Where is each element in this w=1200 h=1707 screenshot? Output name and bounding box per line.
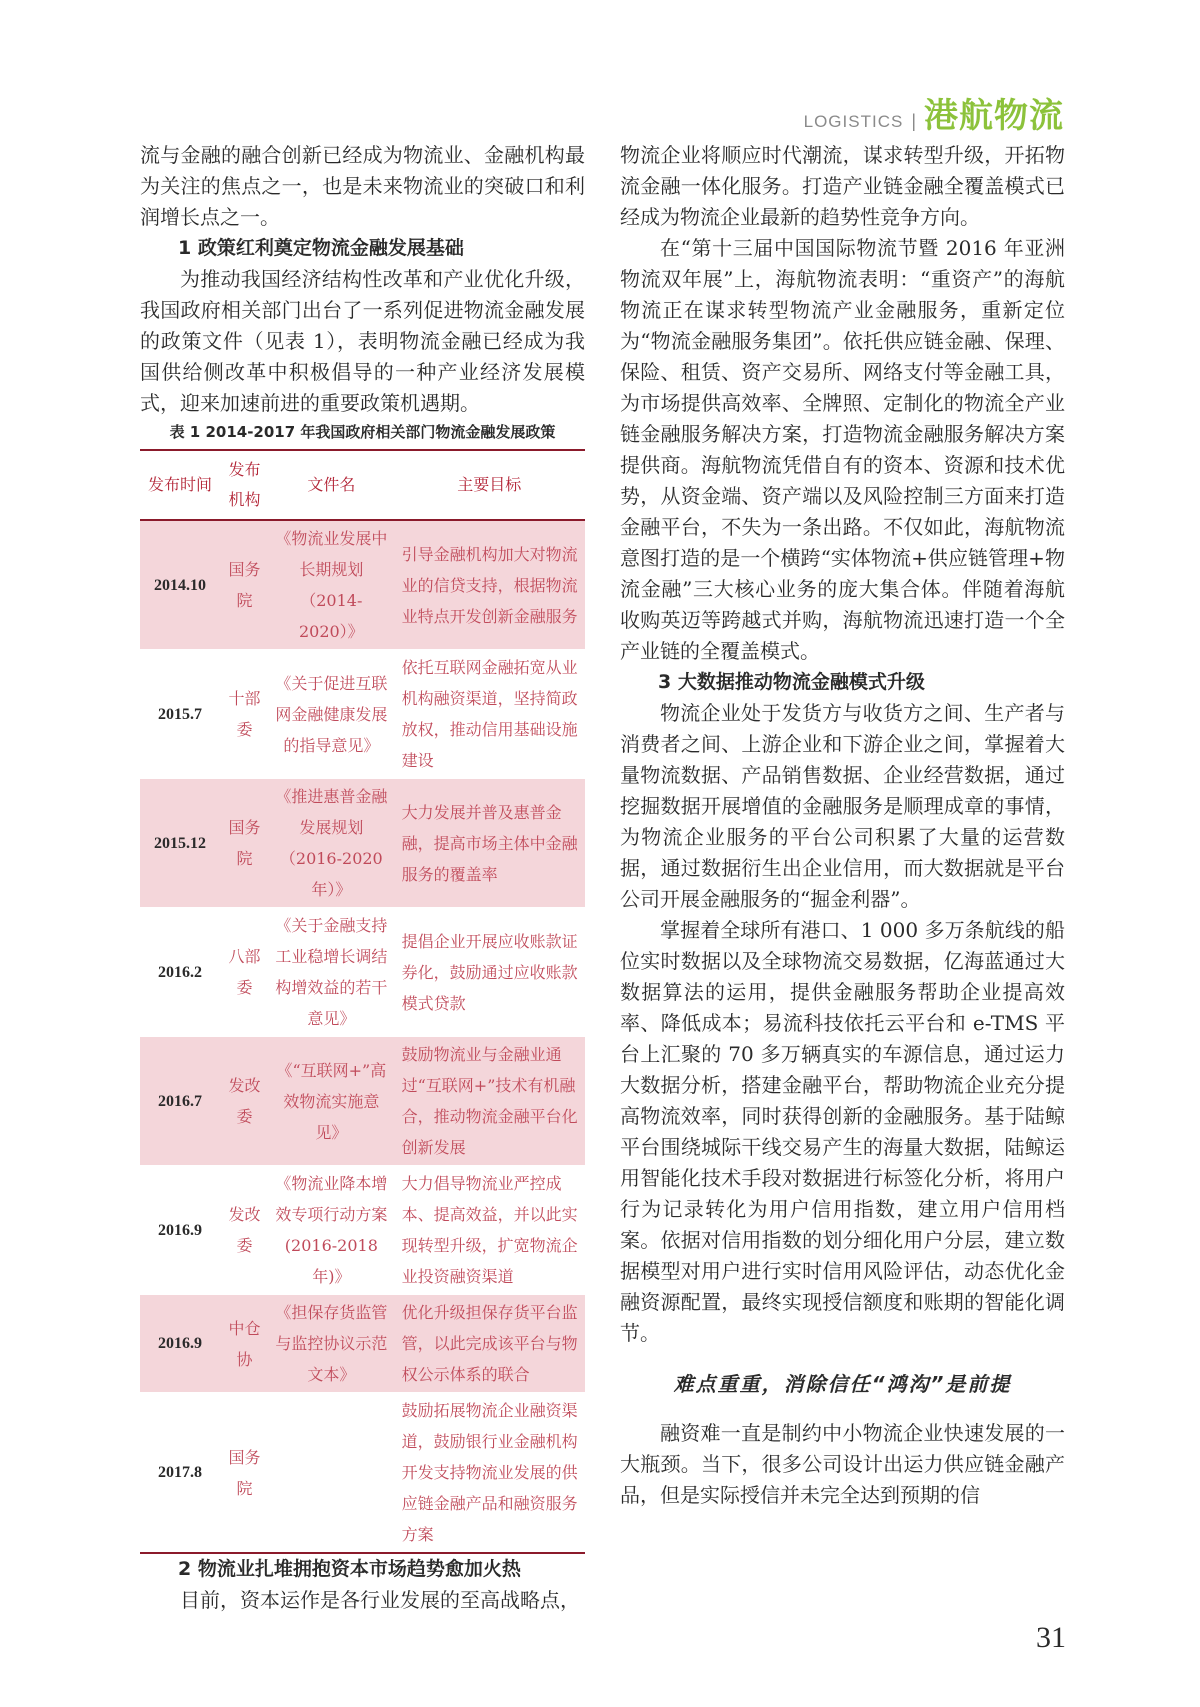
cell-doc: 《关于促进互联网金融健康发展的指导意见》 xyxy=(269,650,394,779)
cell-doc: 《推进惠普金融发展规划（2016-2020年）》 xyxy=(269,779,394,908)
cell-doc: 《物流业发展中长期规划（2014-2020）》 xyxy=(269,520,394,650)
cell-date: 2015.7 xyxy=(140,650,220,779)
subheading-bigdata: 3 大数据推动物流金融模式升级 xyxy=(658,671,925,693)
cell-goal: 大力倡导物流业严控成本、提高效益，并以此实现转型升级，扩宽物流企业投资融资渠道 xyxy=(394,1166,585,1295)
paragraph: 在“第十三届中国国际物流节暨 2016 年亚洲物流双年展”上，海航物流表明：“重资产”的海航物流正在谋求转型物流产业金融服务，重新定位为“物流金融服务集团”。依托供应链金融、保理、保险、租赁、资产交易所、网络支付等金融工具，为市场提供高效率、全牌照、定制化的物流全产业链金融服务解决方案，打造物流金融服务解决方案提供商。海航物流凭借自有的资本、资源和技术优势，从资金端、资产端以及风险控制三方面来打造金融平台，不失为一条出路。不仅如此，海航物流意图打造的是一个横跨“实体物流+供应链管理+物流金融”三大核心业务的庞大集合体。伴随着海航收购英迈等跨越式并购，海航物流迅速打造一个全产业链的全覆盖模式。 xyxy=(620,236,1065,663)
page-number: 31 xyxy=(1036,1621,1066,1654)
table-row xyxy=(140,1393,585,1554)
cell-date: 2016.9 xyxy=(140,1295,220,1393)
cell-org: 八部委 xyxy=(220,908,269,1037)
subheading-capital: 2 物流业扎堆拥抱资本市场趋势愈加火热 xyxy=(178,1558,521,1580)
cell-org: 十部委 xyxy=(220,650,269,779)
cell-org: 国务院 xyxy=(220,520,269,650)
table-row xyxy=(140,1166,585,1295)
header-section-title: 港航物流 xyxy=(924,96,1064,136)
table-row xyxy=(140,520,585,650)
paragraph: 目前，资本运作是各行业发展的至高战略点， xyxy=(180,1588,580,1612)
header-time: 发布时间 xyxy=(140,450,220,520)
cell-goal: 提倡企业开展应收账款证券化，鼓励通过应收账款模式贷款 xyxy=(394,908,585,1037)
cell-date: 2014.10 xyxy=(140,520,220,650)
paragraph: 物流企业将顺应时代潮流，谋求转型升级，开拓物流金融一体化服务。打造产业链金融全覆盖模式已经成为物流企业最新的趋势性竞争方向。 xyxy=(620,143,1065,229)
cell-doc: 《“互联网+”高效物流实施意见》 xyxy=(269,1037,394,1166)
cell-org: 国务院 xyxy=(220,1393,269,1554)
page-header xyxy=(804,88,1064,137)
cell-doc xyxy=(269,1393,394,1554)
cell-doc: 《担保存货监管与监控协议示范文本》 xyxy=(269,1295,394,1393)
header-org: 发布机构 xyxy=(220,450,269,520)
header-goal: 主要目标 xyxy=(394,450,585,520)
table-row xyxy=(140,1295,585,1393)
table-row xyxy=(140,779,585,908)
left-column xyxy=(140,140,585,1616)
cell-org: 国务院 xyxy=(220,779,269,908)
cell-org: 发改委 xyxy=(220,1166,269,1295)
cell-doc: 《物流业降本增效专项行动方案(2016-2018年)》 xyxy=(269,1166,394,1295)
paragraph: 为推动我国经济结构性改革和产业优化升级，我国政府相关部门出台了一系列促进物流金融发展的政策文件（见表 1），表明物流金融已经成为我国供给侧改革中积极倡导的一种产业经济发展模式，迎来加速前进的重要政策机遇期。 xyxy=(140,267,585,415)
section-title: 难点重重，消除信任“鸿沟”是前提 xyxy=(673,1372,1012,1396)
cell-goal: 依托互联网金融拓宽从业机构融资渠道，坚持简政放权，推动信用基础设施建设 xyxy=(394,650,585,779)
cell-goal: 优化升级担保存货平台监管，以此完成该平台与物权公示体系的联合 xyxy=(394,1295,585,1393)
cell-goal: 引导金融机构加大对物流业的信贷支持，根据物流业特点开发创新金融服务 xyxy=(394,520,585,650)
header-separator: | xyxy=(911,111,916,131)
cell-goal: 鼓励拓展物流企业融资渠道，鼓励银行业金融机构开发支持物流业发展的供应链金融产品和融资服务方案 xyxy=(394,1393,585,1554)
cell-org: 中仓协 xyxy=(220,1295,269,1393)
paragraph: 融资难一直是制约中小物流企业快速发展的一大瓶颈。当下，很多公司设计出运力供应链金融产品，但是实际授信并未完全达到预期的信 xyxy=(620,1421,1065,1507)
paragraph: 物流企业处于发货方与收货方之间、生产者与消费者之间、上游企业和下游企业之间，掌握着大量物流数据、产品销售数据、企业经营数据，通过挖掘数据开展增值的金融服务是顺理成章的事情，为物流企业服务的平台公司积累了大量的运营数据，通过数据衍生出企业信用，而大数据就是平台公司开展金融服务的“掘金利器”。 xyxy=(620,701,1065,911)
subheading-policy: 1 政策红利奠定物流金融发展基础 xyxy=(178,237,464,259)
cell-date: 2016.9 xyxy=(140,1166,220,1295)
cell-doc: 《关于金融支持工业稳增长调结构增效益的若干意见》 xyxy=(269,908,394,1037)
table-row xyxy=(140,650,585,779)
cell-org: 发改委 xyxy=(220,1037,269,1166)
cell-goal: 大力发展并普及惠普金融，提高市场主体中金融服务的覆盖率 xyxy=(394,779,585,908)
table-header-row xyxy=(140,450,585,520)
table-caption: 表 1 2014-2017 年我国政府相关部门物流金融发展政策 xyxy=(169,423,556,441)
cell-date: 2016.7 xyxy=(140,1037,220,1166)
policy-table xyxy=(140,449,585,1554)
right-column xyxy=(620,140,1065,1511)
cell-date: 2016.2 xyxy=(140,908,220,1037)
cell-date: 2017.8 xyxy=(140,1393,220,1554)
table-row xyxy=(140,908,585,1037)
header-doc: 文件名 xyxy=(269,450,394,520)
table-row xyxy=(140,1037,585,1166)
cell-date: 2015.12 xyxy=(140,779,220,908)
paragraph: 掌握着全球所有港口、1 000 多万条航线的船位实时数据以及全球物流交易数据，亿海蓝通过大数据算法的运用，提供金融服务帮助企业提高效率、降低成本；易流科技依托云平台和 e-TMS 平台上汇聚的 70 多万辆真实的车源信息，通过运力大数据分析，搭建金融平台，帮助物流企业充分提高物流效率，同时获得创新的金融服务。基于陆鲸平台围绕城际干线交易产生的海量大数据，陆鲸运用智能化技术手段对数据进行标签化分析，将用户行为记录转化为用户信用指数，建立用户信用档案。依据对信用指数的划分细化用户分层，建立数据模型对用户进行实时信用风险评估，动态优化金融资源配置，最终实现授信额度和账期的智能化调节。 xyxy=(620,918,1065,1345)
header-logistics-label: LOGISTICS xyxy=(803,112,904,131)
cell-goal: 鼓励物流业与金融业通过“互联网+”技术有机融合，推动物流金融平台化创新发展 xyxy=(394,1037,585,1166)
paragraph: 流与金融的融合创新已经成为物流业、金融机构最为关注的焦点之一，也是未来物流业的突破口和利润增长点之一。 xyxy=(140,143,585,229)
